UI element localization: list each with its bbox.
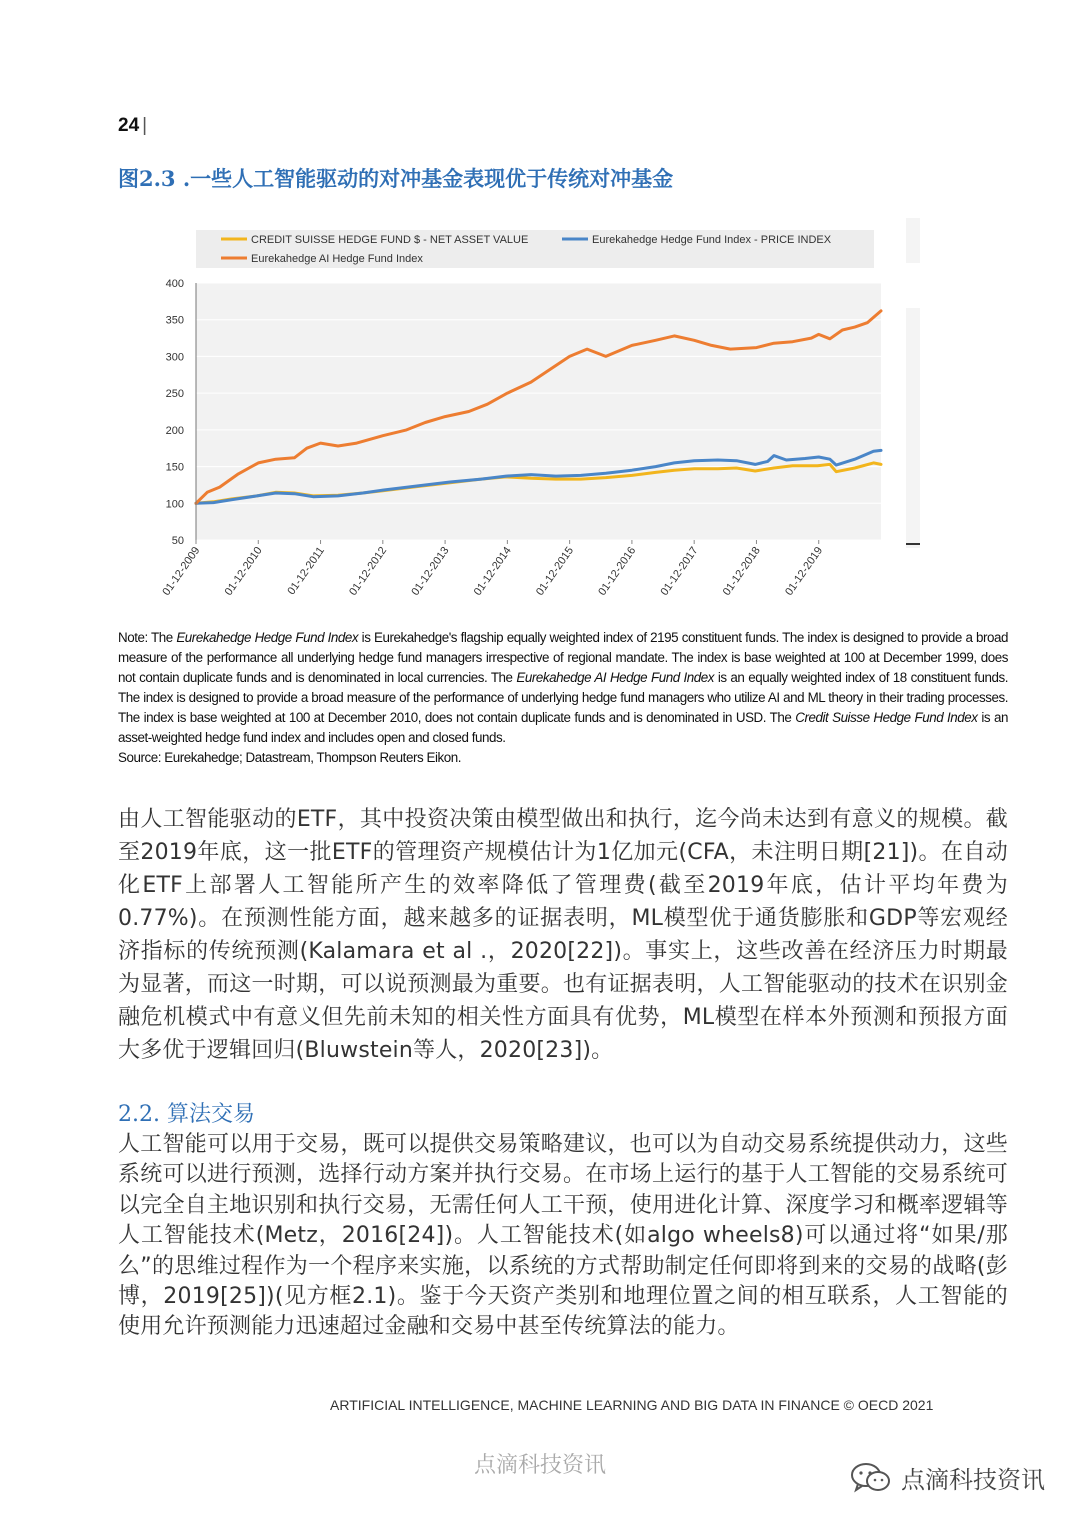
note-prefix: Note: The bbox=[118, 630, 177, 645]
figure-title: 图2.3 .一些人工智能驱动的对冲基金表现优于传统对冲基金 bbox=[118, 166, 674, 191]
y-tick-label: 250 bbox=[165, 388, 184, 401]
note-italic-ai-index: Eurekahedge AI Hedge Fund Index bbox=[516, 670, 715, 685]
x-tick-label: 01-12-2009 bbox=[160, 544, 203, 598]
page-number-separator: | bbox=[142, 115, 148, 136]
line-chart bbox=[118, 218, 920, 618]
x-tick-label: 01-12-2019 bbox=[783, 544, 826, 598]
x-tick-label: 01-12-2013 bbox=[409, 544, 452, 598]
note-italic-eurekahedge: Eurekahedge Hedge Fund Index bbox=[176, 630, 359, 645]
note-text-1: is Eurekahedge's flagship equally weighted index of 2195 constituent funds. The index is designed to provide a broad measure of the performance all underlying hedge fund managers irrespective of regional mandate. The index is base weighted at 100 at December 1999, does not contain duplicate funds and is denominated in local currencies. The bbox=[118, 630, 1009, 685]
wechat-icon bbox=[849, 1461, 893, 1495]
y-tick-label: 400 bbox=[165, 278, 184, 290]
watermark-right bbox=[849, 1460, 1045, 1495]
plot-area bbox=[196, 283, 881, 540]
x-tick-label: 01-12-2010 bbox=[222, 544, 265, 598]
x-tick-label: 01-12-2017 bbox=[658, 544, 701, 598]
crop-artifact-top bbox=[906, 218, 920, 263]
x-tick-label: 01-12-2012 bbox=[347, 544, 390, 598]
y-tick-label: 50 bbox=[171, 535, 184, 547]
x-tick-label: 01-12-2015 bbox=[533, 544, 577, 598]
y-tick-label: 100 bbox=[165, 498, 184, 511]
note-italic-credit-suisse: Credit Suisse Hedge Fund Index bbox=[795, 710, 978, 725]
note-text-3: is an asset-weighted hedge fund index and includes open and closed funds. bbox=[118, 710, 1009, 745]
legend-label: CREDIT SUISSE HEDGE FUND $ - NET ASSET VALUE bbox=[251, 234, 529, 246]
y-tick-label: 150 bbox=[165, 461, 184, 474]
y-tick-label: 200 bbox=[165, 424, 184, 437]
body-paragraph-1 bbox=[118, 803, 1008, 1067]
figure-note bbox=[118, 628, 1008, 768]
x-tick-label: 01-12-2011 bbox=[285, 544, 328, 598]
note-text bbox=[118, 628, 1008, 748]
section-heading: 2.2. 算法交易 bbox=[118, 1102, 255, 1127]
page-footer: ARTIFICIAL INTELLIGENCE, MACHINE LEARNING AND BIG DATA IN FINANCE © OECD 2021 bbox=[330, 1397, 934, 1413]
watermark-center: 点滴科技资讯 bbox=[473, 1453, 606, 1478]
x-tick-label: 01-12-2016 bbox=[596, 544, 639, 598]
paragraph-text: 人工智能可以用于交易，既可以提供交易策略建议，也可以为自动交易系统提供动力，这些系统可以进行预测，选择行动方案并执行交易。在市场上运行的基于人工智能的交易系统可以完全自主地识别和执行交易，无需任何人工干预，使用进化计算、深度学习和概率逻辑等人工智能技术(Metz，2016[24])。人工智能技术(如algo wheels8)可以通过将“如果/那么”的思维过程作为一个程序来实施，以系统的方式帮助制定任何即将到来的交易的战略(彭博，2019[25])(见方框2.1)。鉴于今天资产类别和地理位置之间的相互联系，人工智能的使用允许预测能力迅速超过金融和交易中甚至传统算法的能力。 bbox=[118, 1132, 1008, 1340]
paragraph-text: 由人工智能驱动的ETF，其中投资决策由模型做出和执行，迄今尚未达到有意义的规模。截至2019年底，这一批ETF的管理资产规模估计为1亿加元(CFA，未注明日期[21])。在自动化ETF上部署人工智能所产生的效率降低了管理费(截至2019年底，估计平均年费为0.77%)。在预测性能方面，越来越多的证据表明，ML模型优于通货膨胀和GDP等宏观经济指标的传统预测(Kalamara et al .，2020[22])。事实上，这些改善在经济压力时期最为显著，而这一时期，可以说预测最为重要。也有证据表明，人工智能驱动的技术在识别金融危机模式中有意义但先前未知的相关性方面具有优势，ML模型在样本外预测和预报方面大多优于逻辑回归(Bluwstein等人，2020[23])。 bbox=[118, 807, 1008, 1063]
legend-label: Eurekahedge AI Hedge Fund Index bbox=[251, 253, 423, 265]
note-text-2: is an equally weighted index of 18 constituent funds. The index is designed to provide a broad measure of the performance of underlying hedge fund managers who utilize AI and ML theory in their trading processes. The index is base weighted at 100 at December 2010, does not contain duplicate funds and is denominated in USD. The bbox=[118, 670, 1008, 725]
page-number-value: 24 bbox=[118, 115, 140, 136]
legend-label: Eurekahedge Hedge Fund Index - PRICE INDEX bbox=[592, 234, 832, 246]
crop-artifact-mid bbox=[906, 308, 920, 548]
y-tick-label: 350 bbox=[165, 314, 184, 327]
y-tick-label: 300 bbox=[165, 351, 184, 364]
watermark-right-text: 点滴科技资讯 bbox=[901, 1466, 1045, 1494]
note-source: Source: Eurekahedge; Datastream, Thompson Reuters Eikon. bbox=[118, 750, 461, 765]
x-tick-label: 01-12-2018 bbox=[720, 544, 763, 598]
body-paragraph-2 bbox=[118, 1130, 1008, 1343]
x-tick-label: 01-12-2014 bbox=[471, 544, 514, 598]
page-number bbox=[118, 115, 147, 137]
figure-chart bbox=[118, 218, 920, 618]
